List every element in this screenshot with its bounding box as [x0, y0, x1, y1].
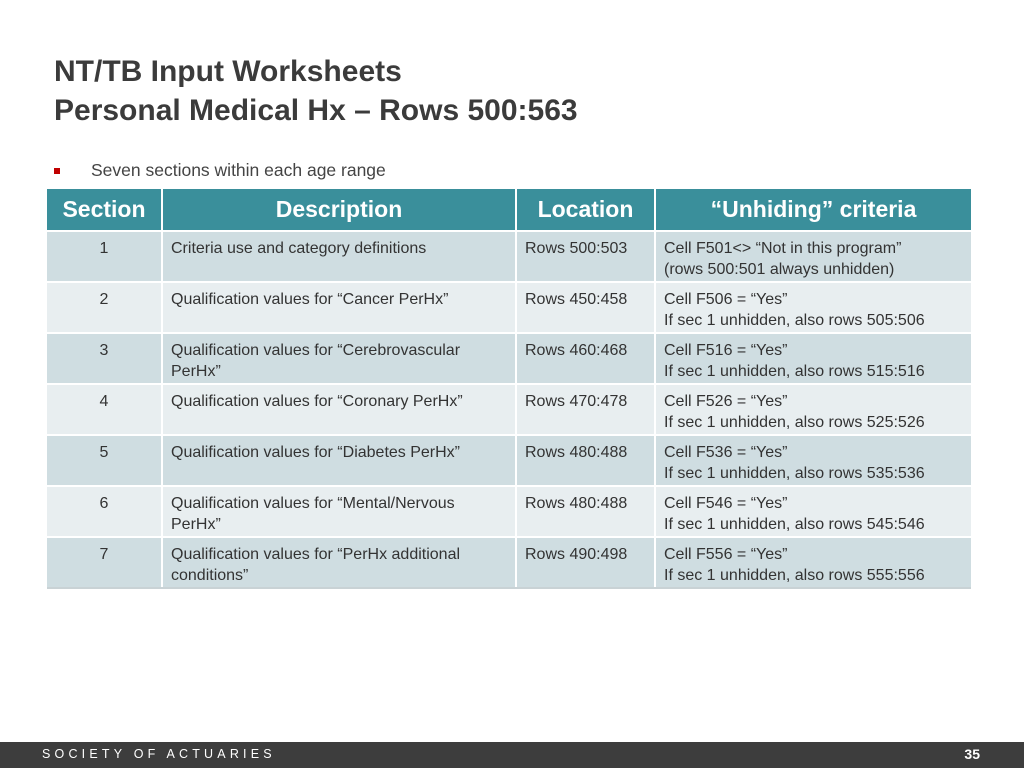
criteria-line-2: If sec 1 unhidden, also rows 555:556 — [664, 567, 925, 584]
page-number: 35 — [964, 746, 980, 762]
cell-location: Rows 450:458 — [516, 282, 655, 333]
cell-criteria — [655, 333, 971, 384]
cell-section: 6 — [47, 486, 162, 537]
cell-criteria — [655, 384, 971, 435]
criteria-line-2: If sec 1 unhidden, also rows 545:546 — [664, 516, 925, 533]
table-row — [47, 282, 971, 333]
cell-location: Rows 480:488 — [516, 435, 655, 486]
cell-section: 4 — [47, 384, 162, 435]
cell-section: 5 — [47, 435, 162, 486]
header-description: Description — [162, 189, 516, 231]
header-criteria: “Unhiding” criteria — [655, 189, 971, 231]
cell-description: Qualification values for “Mental/Nervous PerHx” — [162, 486, 516, 537]
criteria-line-1: Cell F546 = “Yes” — [664, 495, 788, 512]
header-location: Location — [516, 189, 655, 231]
cell-section: 2 — [47, 282, 162, 333]
cell-description: Qualification values for “Coronary PerHx” — [162, 384, 516, 435]
cell-description: Qualification values for “PerHx additional conditions” — [162, 537, 516, 588]
cell-criteria — [655, 537, 971, 588]
criteria-line-1: Cell F526 = “Yes” — [664, 393, 788, 410]
bullet-text: Seven sections within each age range — [91, 160, 386, 180]
criteria-line-2: If sec 1 unhidden, also rows 525:526 — [664, 414, 925, 431]
cell-description: Qualification values for “Cerebrovascular PerHx” — [162, 333, 516, 384]
title-line-2: Personal Medical Hx – Rows 500:563 — [54, 94, 578, 127]
bullet-item — [54, 160, 386, 181]
sections-table-container — [47, 189, 971, 592]
criteria-line-1: Cell F536 = “Yes” — [664, 444, 788, 461]
cell-location: Rows 470:478 — [516, 384, 655, 435]
title-line-1: NT/TB Input Worksheets — [54, 55, 402, 88]
slide-title — [54, 52, 578, 130]
table-row — [47, 435, 971, 486]
criteria-line-1: Cell F506 = “Yes” — [664, 291, 788, 308]
cell-location: Rows 490:498 — [516, 537, 655, 588]
cell-section: 3 — [47, 333, 162, 384]
criteria-line-1: Cell F516 = “Yes” — [664, 342, 788, 359]
cell-section: 7 — [47, 537, 162, 588]
footer-bar — [0, 742, 1024, 768]
table-header-row — [47, 189, 971, 231]
table-row — [47, 486, 971, 537]
cell-location: Rows 460:468 — [516, 333, 655, 384]
criteria-line-2: If sec 1 unhidden, also rows 535:536 — [664, 465, 925, 482]
table-row — [47, 231, 971, 282]
criteria-line-2: If sec 1 unhidden, also rows 515:516 — [664, 363, 925, 380]
cell-criteria — [655, 435, 971, 486]
cell-location: Rows 480:488 — [516, 486, 655, 537]
cell-description: Qualification values for “Diabetes PerHx” — [162, 435, 516, 486]
sections-table — [47, 189, 971, 589]
cell-description: Criteria use and category definitions — [162, 231, 516, 282]
header-section: Section — [47, 189, 162, 231]
criteria-line-1: Cell F501<> “Not in this program” — [664, 240, 902, 257]
cell-description: Qualification values for “Cancer PerHx” — [162, 282, 516, 333]
criteria-line-1: Cell F556 = “Yes” — [664, 546, 788, 563]
table-row — [47, 333, 971, 384]
criteria-line-2: (rows 500:501 always unhidden) — [664, 261, 895, 278]
cell-criteria — [655, 486, 971, 537]
cell-location: Rows 500:503 — [516, 231, 655, 282]
cell-section: 1 — [47, 231, 162, 282]
table-row — [47, 384, 971, 435]
cell-criteria — [655, 231, 971, 282]
cell-criteria — [655, 282, 971, 333]
criteria-line-2: If sec 1 unhidden, also rows 505:506 — [664, 312, 925, 329]
table-row — [47, 537, 971, 588]
square-bullet-icon — [54, 168, 60, 174]
organization-wordmark: SOCIETY OF ACTUARIES — [42, 747, 276, 761]
